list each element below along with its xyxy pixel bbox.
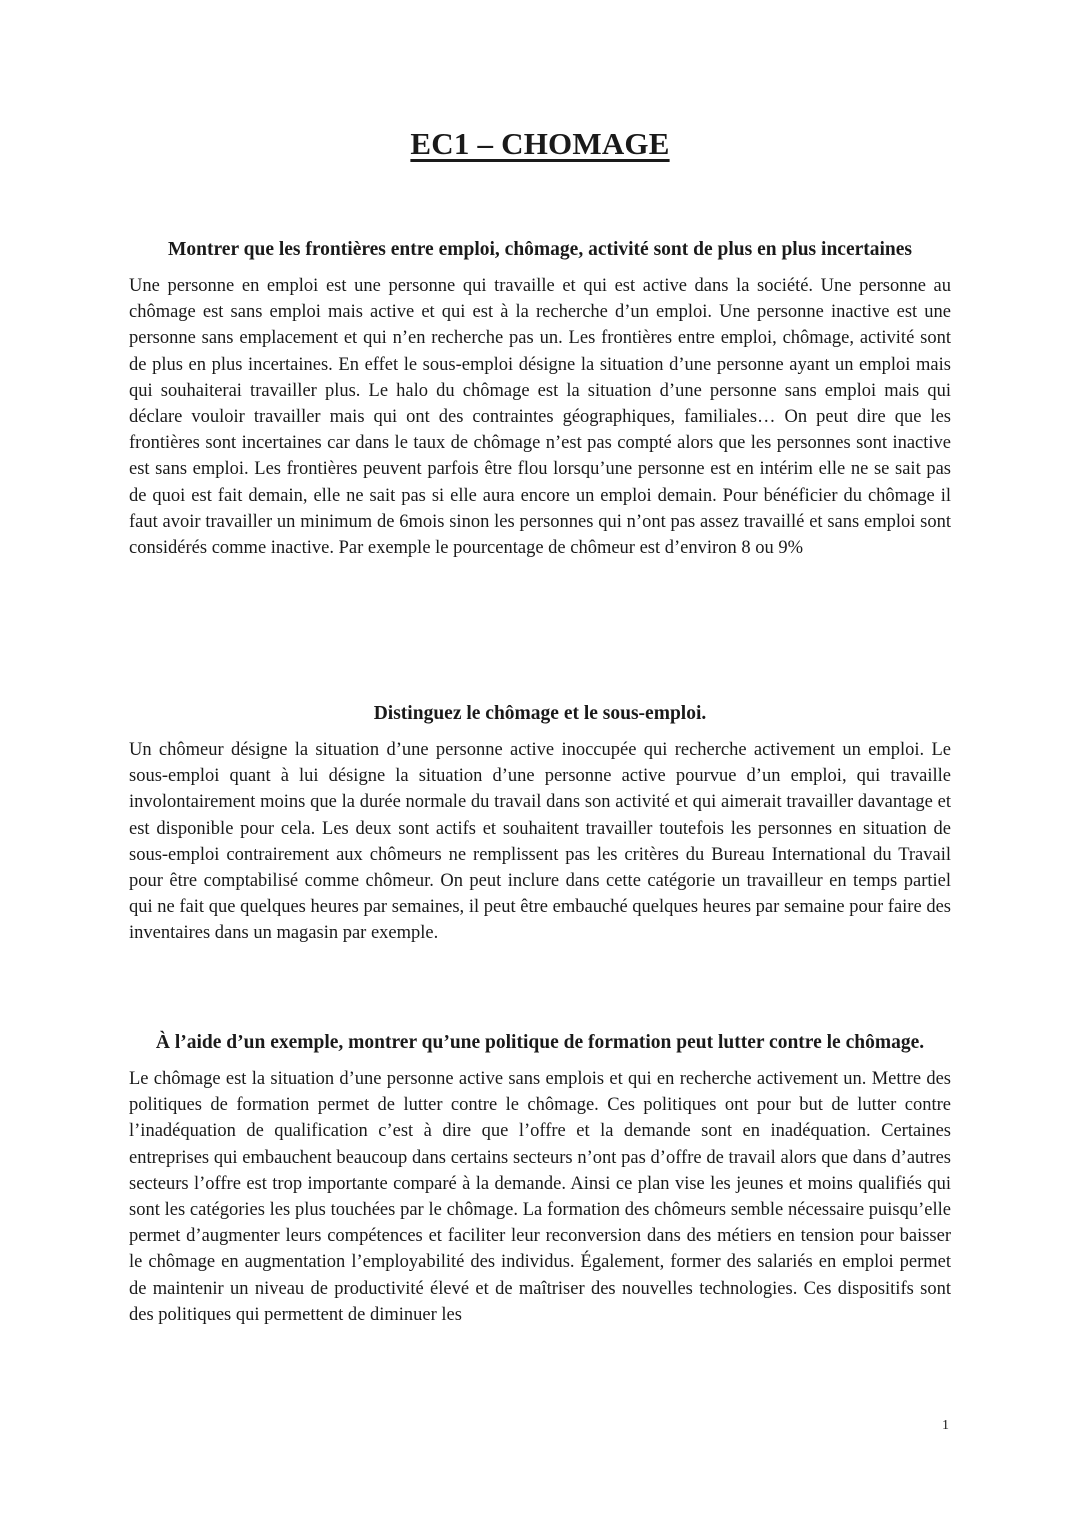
document-title: EC1 – CHOMAGE xyxy=(410,126,670,161)
section-sous-emploi xyxy=(129,700,951,947)
section-body: Une personne en emploi est une personne qui travaille et qui est active dans la société. Une personne au chômage est sans emploi mais active et qui est à la recherche d’un emploi. Une personne inactive est une personne sans emplacement et qui n’en recherche pas un. Les frontières entre emploi, chômage, activité sont de plus en plus incertaines. En effet le sous-emploi désigne la situation d’une personne ayant un emploi mais qui souhaiterai travailler plus. Le halo du chômage est la situation d’une personne sans emploi mais qui déclare vouloir travailler mais qui ont des contraintes géographiques, familiales… On peut dire que les frontières sont incertaines car dans le taux de chômage n’est pas compté alors que les personnes sont inactive est sans emploi. Les frontières peuvent parfois être flou lorsqu’une personne est en intérim elle ne se sait pas de quoi est fait demain, elle ne sait pas si elle aura encore un emploi demain. Pour bénéficier du chômage il faut avoir travailler un minimum de 6mois sinon les personnes qui n’ont pas assez travaillé et sans emploi sont considérés comme inactive. Par exemple le pourcentage de chômeur est d’environ 8 ou 9% xyxy=(129,276,951,559)
section-frontieres xyxy=(129,236,951,561)
section-heading: Montrer que les frontières entre emploi, chômage, activité sont de plus en plus incertaines xyxy=(168,239,912,260)
section-body: Le chômage est la situation d’une personne active sans emplois et qui en recherche activement un. Mettre des politiques de formation permet de lutter contre le chômage. Ces politiques ont pour but de lutter contre l’inadéquation de qualification c’est à dire que l’offre et la demande sont en inadéquation. Certaines entreprises qui embauchent beaucoup dans certains secteurs n’ont pas d’offre de travail alors que dans d’autres secteurs l’offre est trop importante comparé à la demande. Ainsi ce plan vise les jeunes et moins qualifiés qui sont les catégories les plus touchées par le chômage. La formation des chômeurs semble nécessaire puisqu’elle permet d’augmenter leurs compétences et faciliter leur reconversion dans des métiers en tension pour baisser le chômage en augmentation l’employabilité des individus. Également, former des salariés en emploi permet de maintenir un niveau de productivité élevé et de maîtriser des nouvelles technologies. Ces dispositifs sont des politiques qui permettent de diminuer les xyxy=(129,1069,951,1325)
section-heading: À l’aide d’un exemple, montrer qu’une politique de formation peut lutter contre le chômage. xyxy=(155,1032,925,1053)
page-number: 1 xyxy=(942,1418,949,1433)
section-politique-formation xyxy=(129,1029,951,1328)
section-heading: Distinguez le chômage et le sous-emploi. xyxy=(373,703,707,724)
section-body: Un chômeur désigne la situation d’une personne active inoccupée qui recherche activement un emploi. Le sous-emploi quant à lui désigne la situation d’une personne active pourvue d’un emploi, qui travaille involontairement moins que la durée normale du travail dans son activité et qui aimerait travailler davantage et est disponible pour cela. Les deux sont actifs et souhaitent travailler toutefois les personnes en situation de sous-emploi contrairement aux chômeurs ne remplissent pas les critères du Bureau International du Travail pour être comptabilisé comme chômeur. On peut inclure dans cette catégorie un travailleur en temps partiel qui ne fait que quelques heures par semaines, il peut être embauché quelques heures par semaine pour faire des inventaires dans un magasin par exemple. xyxy=(129,740,951,944)
